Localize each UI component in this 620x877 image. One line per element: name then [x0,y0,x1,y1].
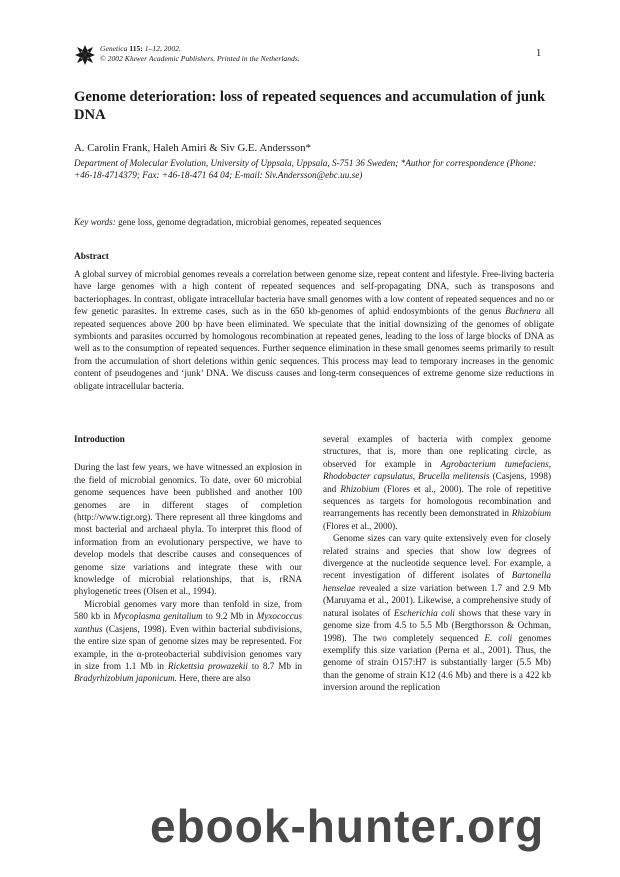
text-run: (Flores et al., 2000). The role of repetitive sequences as targets for homologous recombination and rearrangements has recently been demonstrated in [323,483,552,519]
species-name: E. coli [484,632,513,643]
keywords [74,216,554,228]
introduction-heading: Introduction [74,435,125,445]
text-run: (Casjens, 1998). Even within bacterial subdivisions, the entire size span of genome sizes may be represented. For example, in the α-proteobacterial subdivision genomes vary in size from 1.1 Mb in [74,623,302,671]
body-paragraph [74,598,302,685]
text-run: several examples of bacteria with complex genome structures, that is, more than one replicating circle, as observed for example in [323,434,551,469]
body-paragraph [323,532,551,693]
column-left [74,434,302,685]
abstract-genus-name: Buchnera [505,306,541,317]
watermark: ebook-hunter.org [150,800,545,852]
text-run: (Flores et al., 2000). [323,520,398,531]
text-run: Here, there are also [179,673,251,684]
species-name: Bradyrhizobium japonicum. [74,673,177,684]
abstract-body [74,268,554,392]
journal-name: Genetica [100,44,128,53]
species-name: Myxococcus xanthus [74,611,302,634]
journal-volume: 115: [129,44,143,53]
body-paragraph: During the last few years, we have witnessed an explosion in the field of microbial genomics. To date, over 60 microbial genome sequences have been published and another 100 genomes are in different stages of completion (http://www.tigr.org). There represent all three kingdoms and most bacterial and archaeal phyla. To interpret this flood of information from an evolutionary perspective, we have to develop models that describe causes and consequences of genome size variations and integrate these with our knowledge of microbial relationships, that is, rRNA phylogenetic trees (Olsen et al., 1994). [74,462,302,597]
abstract-text-part: A global survey of microbial genomes reveals a correlation between genome size, repeat content and lifestyle. Free-living bacteria have large genomes with a high content of repeated sequences and self-propagating DNA, such as transposons and bacteriophages. In contrast, obligate intracellular bacteria have small genomes with a low content of repeated sequences and no or few genetic parasites. In extreme cases, such as in the 650 kb-genomes of aphid endosymbionts of the genus [74,269,554,317]
text-run: (Casjens, 1998) and [323,471,551,494]
author-affiliation: Department of Molecular Evolution, University of Uppsala, Uppsala, S-751 36 Sweden; *Author for correspondence (Phone: +46-18-4714379; Fax: +46-18-471 64 04; E-mail: Siv.Andersson@ebc.uu.se) [74,158,537,180]
abstract-heading: Abstract [74,252,109,262]
species-name: Rhizobium [340,483,380,494]
text-run: Microbial genomes vary more than tenfold in size, from 580 kb in [74,598,302,622]
journal-pages: 1–12, 2002. [144,44,181,53]
species-name: Bartonella henselae [323,570,552,593]
text-run: to 9.2 Mb in [205,611,254,622]
species-name: Rhizobium [511,508,552,519]
text-run: genomes exemplify this size variation (Perna et al., 2001). Thus, the genome of strain O157:H7 is substantially larger (5.5 Mb) than the genome of strain K12 (4.6 Mb) and there is a 422 kb inversion around the replication [323,632,552,693]
kluwer-logo-icon [74,44,96,66]
species-name: Escherichia coli [393,607,455,618]
journal-citation [100,44,300,64]
text-run: revealed a size variation between 1.7 and 2.9 Mb (Maruyama et al., 2001). Likewise, a comprehensive study of natural isolates of [323,582,552,618]
column-right [323,433,551,694]
journal-header [74,44,554,68]
page-number: 1 [536,48,542,59]
species-name: Agrobacterium tumefaciens, Rhodobacter capsulatus, Brucella melitensis [323,458,551,482]
copyright-line: © 2002 Kluwer Academic Publishers. Printed in the Netherlands. [100,54,300,63]
species-name: Mycoplasma genitalium [113,611,203,622]
abstract-text-part: all repeated sequences above 200 bp have been eliminated. We speculate that the initial downsizing of the genomes of obligate symbionts and parasites occurred by homologous recombination at repeated genes, leading to the loss of large blocks of DNA as well as to the consumption of repeated sequences. Further sequence elimination in these small genomes seems primarily to result from the accumulation of short deletions within genic sequences. This process may lead to temporary increases in the genomic content of pseudogenes and ‘junk’ DNA. We discuss causes and long-term consequences of extreme genome size reductions in obligate intracellular bacteria. [74,306,555,391]
keywords-label: Key words: [74,217,116,227]
author-list: A. Carolin Frank, Haleh Amiri & Siv G.E. Andersson* [74,142,311,154]
body-paragraph [323,433,551,532]
species-name: Rickettsia prowazekii [167,660,248,671]
text-run: Genome sizes can vary quite extensively even for closely related strains and species that show low degrees of divergence at the nucleotide sequence level. For example, a recent investigation of different isolates of [323,533,551,581]
paper-title: Genome deterioration: loss of repeated sequences and accumulation of junk DNA [74,89,546,123]
text-run: to 8.7 Mb in [251,660,303,671]
keywords-text: gene loss, genome degradation, microbial genomes, repeated sequences [118,217,382,227]
text-run: shows that these vary in genome size from 4.5 to 5.5 Mb (Bergthorsson & Ochman, 1998). The two completely sequenced [323,607,551,643]
